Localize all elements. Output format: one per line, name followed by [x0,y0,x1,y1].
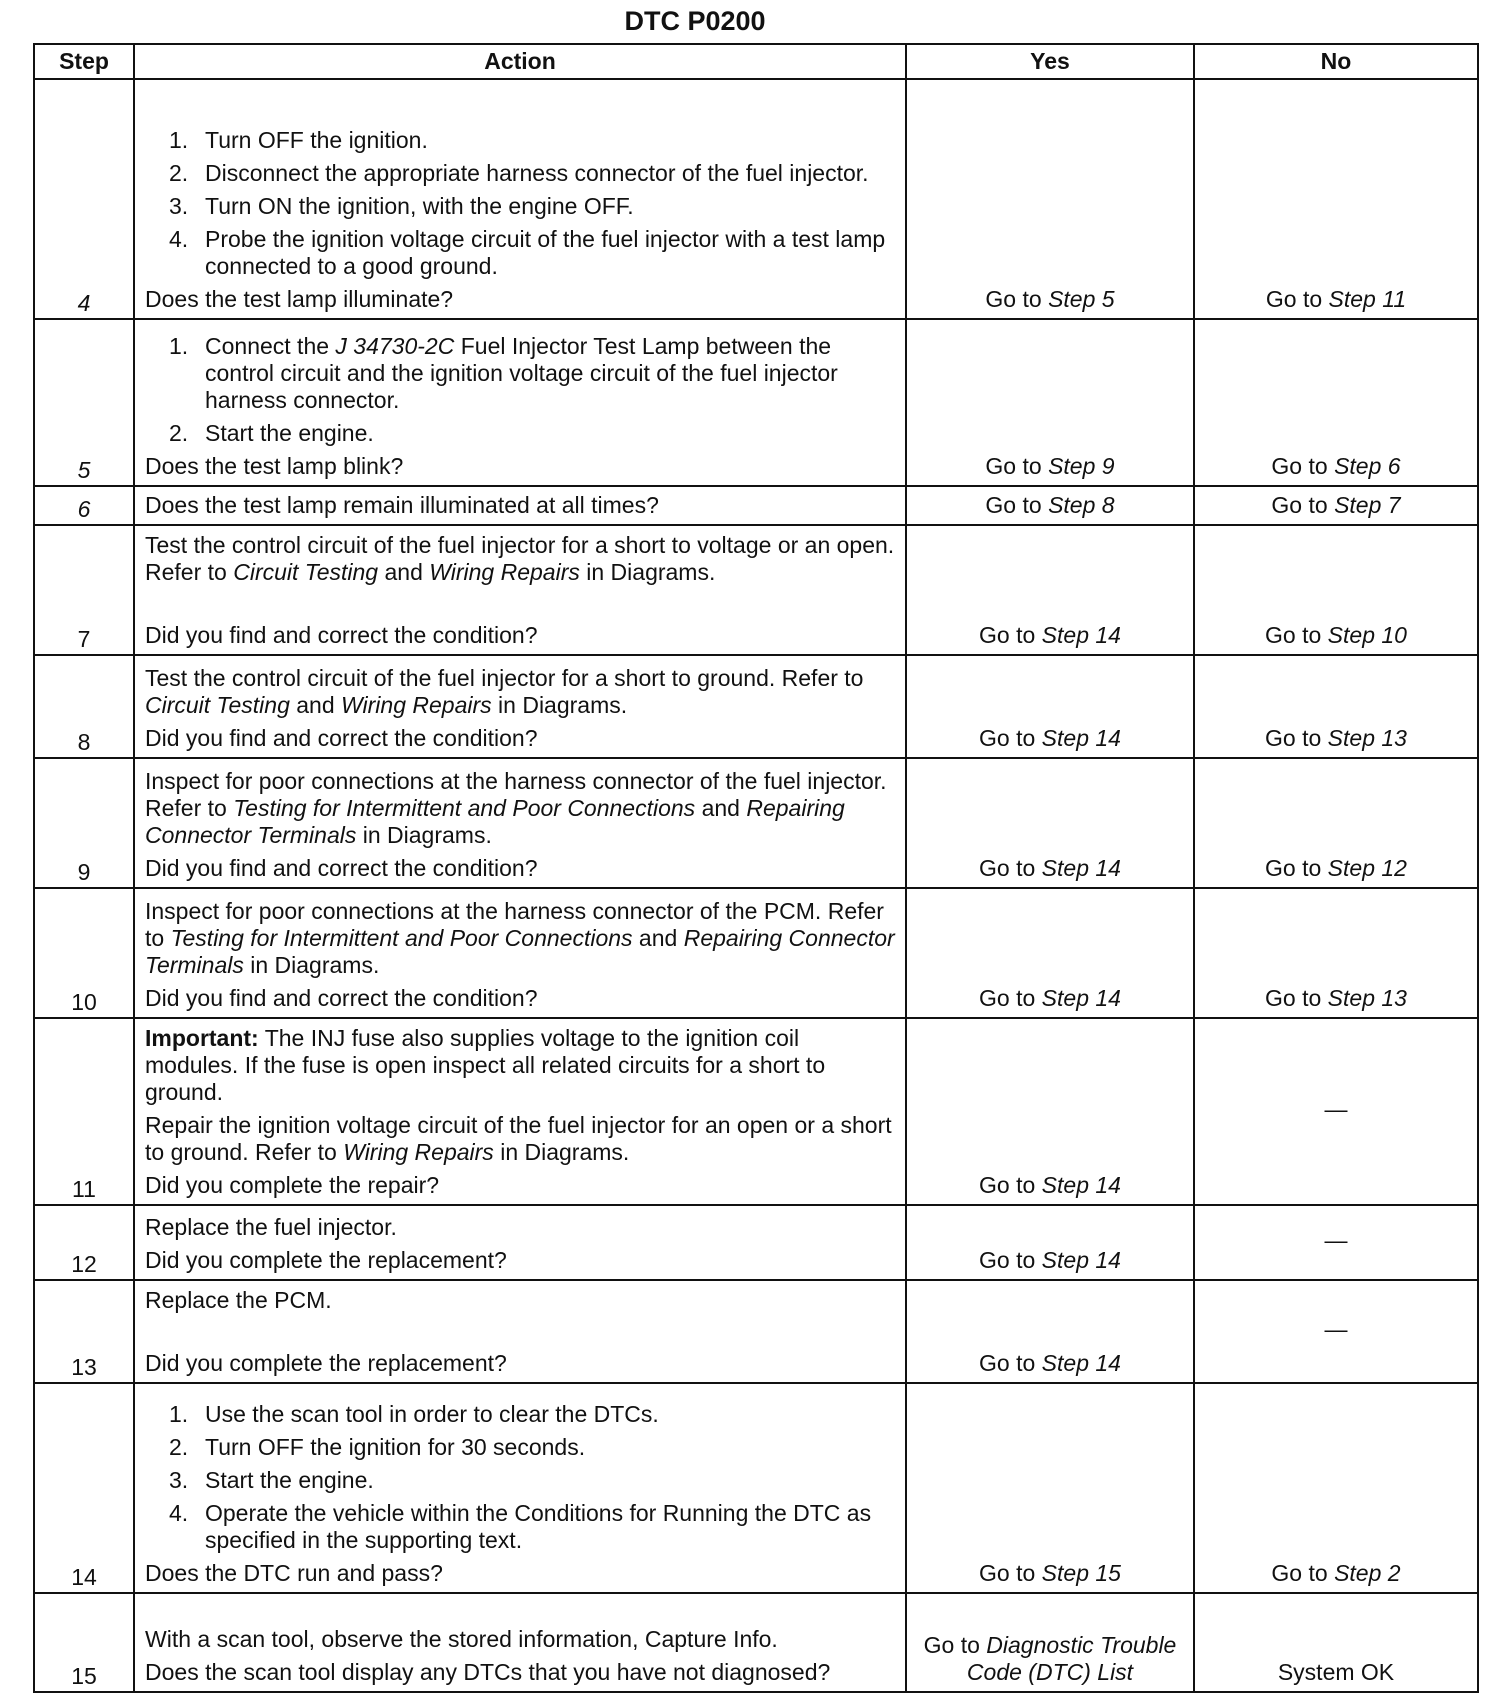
yes-result: Go to Step 15 [906,1383,1194,1593]
action-cell [134,1383,906,1593]
no-result: Go to Step 13 [1194,888,1478,1018]
header-action: Action [134,44,906,79]
list-item: 4. Operate the vehicle within the Conditions for Running the DTC as specified in the supporting text. [169,1500,872,1553]
important-note: Important: The INJ fuse also supplies voltage to the ignition coil modules. If the fuse is open inspect all related circuits for a short to ground. [145,1025,826,1105]
list-item: 2. Start the engine. [169,420,374,446]
no-result: Go to Step 11 [1194,79,1478,319]
action-question: Does the scan tool display any DTCs that you have not diagnosed? [145,1659,831,1685]
step-number: 8 [34,655,134,758]
list-item: 1. Use the scan tool in order to clear the DTCs. [169,1401,659,1427]
action-list [145,333,897,447]
step-number: 12 [34,1205,134,1280]
table-row [34,758,1478,888]
action-question: Did you find and correct the condition? [145,985,538,1011]
action-text: With a scan tool, observe the stored information, Capture Info. [145,1626,778,1652]
step-number: 10 [34,888,134,1018]
action-cell [134,1593,906,1692]
action-cell [134,486,906,525]
step-number: 6 [34,486,134,525]
action-text: Test the control circuit of the fuel injector for a short to voltage or an open. Refer to Circuit Testing and Wiring Repairs in Diagrams. [145,532,895,585]
table-row [34,79,1478,319]
action-question: Did you complete the replacement? [145,1350,507,1376]
table-row [34,1280,1478,1383]
table-row [34,1205,1478,1280]
yes-result: Go to Step 14 [906,1205,1194,1280]
important-label: Important: [145,1025,259,1051]
list-item: 2. Disconnect the appropriate harness connector of the fuel injector. [169,160,869,186]
action-cell [134,1280,906,1383]
yes-result: Go to Step 14 [906,655,1194,758]
no-result: Go to Step 12 [1194,758,1478,888]
action-question: Did you find and correct the condition? [145,622,538,648]
list-item: 3. Turn ON the ignition, with the engine OFF. [169,193,634,219]
yes-result: Go to Step 14 [906,758,1194,888]
step-number: 15 [34,1593,134,1692]
step-number: 7 [34,525,134,655]
table-row [34,486,1478,525]
step-number: 13 [34,1280,134,1383]
no-result: Go to Step 2 [1194,1383,1478,1593]
table-row [34,1018,1478,1205]
table-row [34,1383,1478,1593]
table-row [34,525,1478,655]
yes-result: Go to Step 5 [906,79,1194,319]
step-number: 4 [34,79,134,319]
table-row [34,888,1478,1018]
yes-result: Go to Diagnostic Trouble Code (DTC) List [906,1593,1194,1692]
table-row [34,319,1478,486]
list-item: 1. Connect the J 34730-2C Fuel Injector Test Lamp between the control circuit and the ignition voltage circuit of the fuel injector harness connector. [169,333,838,413]
action-text: Repair the ignition voltage circuit of the fuel injector for an open or a short to ground. Refer to Wiring Repairs in Diagrams. [145,1112,892,1165]
step-number: 9 [34,758,134,888]
action-cell [134,758,906,888]
action-cell [134,1205,906,1280]
no-result: — [1194,1018,1478,1205]
action-question: Did you complete the replacement? [145,1247,507,1273]
action-question: Did you find and correct the condition? [145,855,538,881]
action-text: Inspect for poor connections at the harness connector of the fuel injector. Refer to Testing for Intermittent and Poor Connections and Repairing Connector Terminals in Diagrams. [145,768,887,848]
header-yes: Yes [906,44,1194,79]
no-result: — [1194,1205,1478,1280]
list-item: 2. Turn OFF the ignition for 30 seconds. [169,1434,586,1460]
yes-result: Go to Step 8 [906,486,1194,525]
header-step: Step [34,44,134,79]
header-row [34,44,1478,79]
no-result: Go to Step 13 [1194,655,1478,758]
action-cell [134,888,906,1018]
action-list [145,1401,897,1554]
no-result: — [1194,1280,1478,1383]
no-result: Go to Step 10 [1194,525,1478,655]
header-no: No [1194,44,1478,79]
dtc-table [33,43,1479,1693]
table-row [34,655,1478,758]
action-cell [134,655,906,758]
no-result: System OK [1194,1593,1478,1692]
yes-result: Go to Step 14 [906,1280,1194,1383]
document-title: DTC P0200 [624,6,766,36]
list-item: 3. Start the engine. [169,1467,374,1493]
yes-result: Go to Step 14 [906,888,1194,1018]
action-text: Replace the PCM. [145,1287,332,1313]
action-question: Does the test lamp blink? [145,453,404,479]
step-number: 5 [34,319,134,486]
step-number: 14 [34,1383,134,1593]
yes-result: Go to Step 9 [906,319,1194,486]
action-text: Inspect for poor connections at the harness connector of the PCM. Refer to Testing for Intermittent and Poor Connections and Repairing Connector Terminals in Diagrams. [145,898,895,978]
action-list [145,127,897,280]
action-cell [134,319,906,486]
action-text: Replace the fuel injector. [145,1214,397,1240]
yes-result: Go to Step 14 [906,525,1194,655]
action-question: Does the test lamp illuminate? [145,286,454,312]
action-cell [134,1018,906,1205]
table-row [34,1593,1478,1692]
list-item: 4. Probe the ignition voltage circuit of the fuel injector with a test lamp connected to a good ground. [169,226,886,279]
yes-result: Go to Step 14 [906,1018,1194,1205]
action-cell [134,79,906,319]
no-result: Go to Step 7 [1194,486,1478,525]
no-result: Go to Step 6 [1194,319,1478,486]
action-text: Test the control circuit of the fuel injector for a short to ground. Refer to Circuit Testing and Wiring Repairs in Diagrams. [145,665,864,718]
action-question: Does the test lamp remain illuminated at all times? [145,492,659,518]
action-question: Did you find and correct the condition? [145,725,538,751]
action-question: Does the DTC run and pass? [145,1560,443,1586]
action-question: Did you complete the repair? [145,1172,440,1198]
list-item: 1. Turn OFF the ignition. [169,127,428,153]
action-cell [134,525,906,655]
step-number: 11 [34,1018,134,1205]
